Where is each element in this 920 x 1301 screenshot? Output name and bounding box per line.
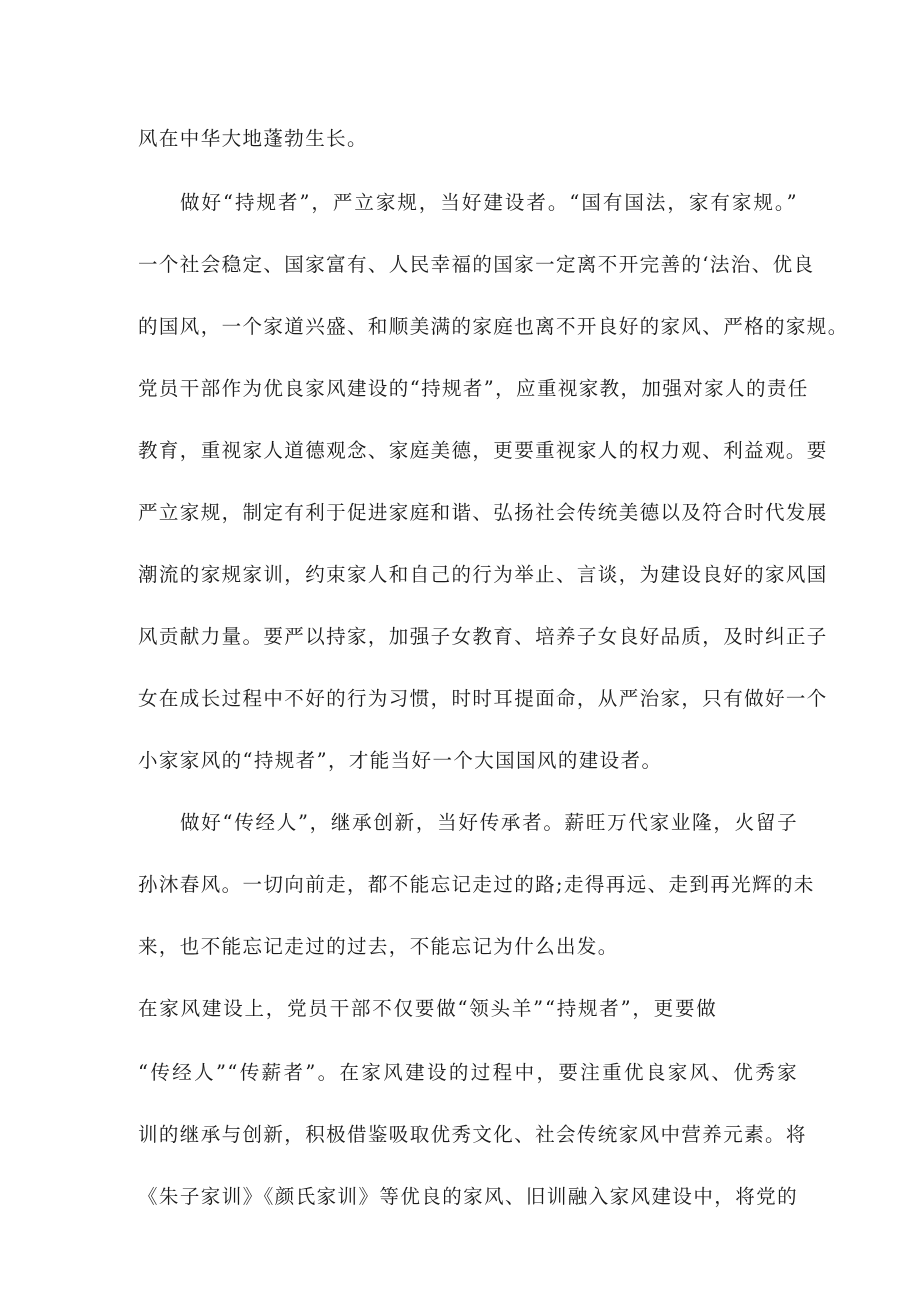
text-line: 在家风建设上，党员干部不仅要做“领头羊”“持规者”，更要做 (138, 997, 718, 1020)
text-line: 教育，重视家人道德观念、家庭美德，更要重视家人的权力观、利益观。要 (138, 439, 828, 462)
text-line: “传经人”“传薪者”。在家风建设的过程中，要注重优良家风、优秀家 (138, 1061, 798, 1084)
text-line: 训的继承与创新，积极借鉴吸取优秀文化、社会传统家风中营养元素。将 (138, 1123, 807, 1146)
text-line: 《朱子家训》《颜氏家训》等优良的家风、旧训融入家风建设中，将党的 (138, 1185, 798, 1208)
text-line: 小家家风的“持规者”，才能当好一个大国国风的建设者。 (138, 749, 663, 772)
text-line: 一个社会稳定、国家富有、人民幸福的国家一定离不开完善的‘法治、优良 (138, 253, 815, 276)
text-line: 风在中华大地蓬勃生长。 (138, 127, 368, 150)
text-line: 的国风，一个家道兴盛、和顺美满的家庭也离不开良好的家风、严格的家规。 (138, 315, 849, 338)
text-line: 做好“持规者”，严立家规，当好建设者。“国有国法，家有家规。” (180, 191, 798, 214)
text-line: 女在成长过程中不好的行为习惯，时时耳提面命，从严治家，只有做好一个 (138, 687, 828, 710)
text-line: 严立家规，制定有利于促进家庭和谐、弘扬社会传统美德以及符合时代发展 (138, 501, 828, 524)
text-line: 潮流的家规家训，约束家人和自己的行为举止、言谈，为建设良好的家风国 (138, 563, 828, 586)
text-line: 做好“传经人”，继承创新，当好传承者。薪旺万代家业隆，火留子 (180, 811, 798, 834)
text-line: 风贡献力量。要严以持家，加强子女教育、培养子女良好品质，及时纠正子 (138, 625, 828, 648)
text-line: 党员干部作为优良家风建设的“持规者”，应重视家教，加强对家人的责任 (138, 377, 809, 400)
text-line: 来，也不能忘记走过的过去，不能忘记为什么出发。 (138, 935, 619, 958)
text-line: 孙沐春风。一切向前走，都不能忘记走过的路;走得再远、走到再光辉的未 (138, 873, 815, 896)
